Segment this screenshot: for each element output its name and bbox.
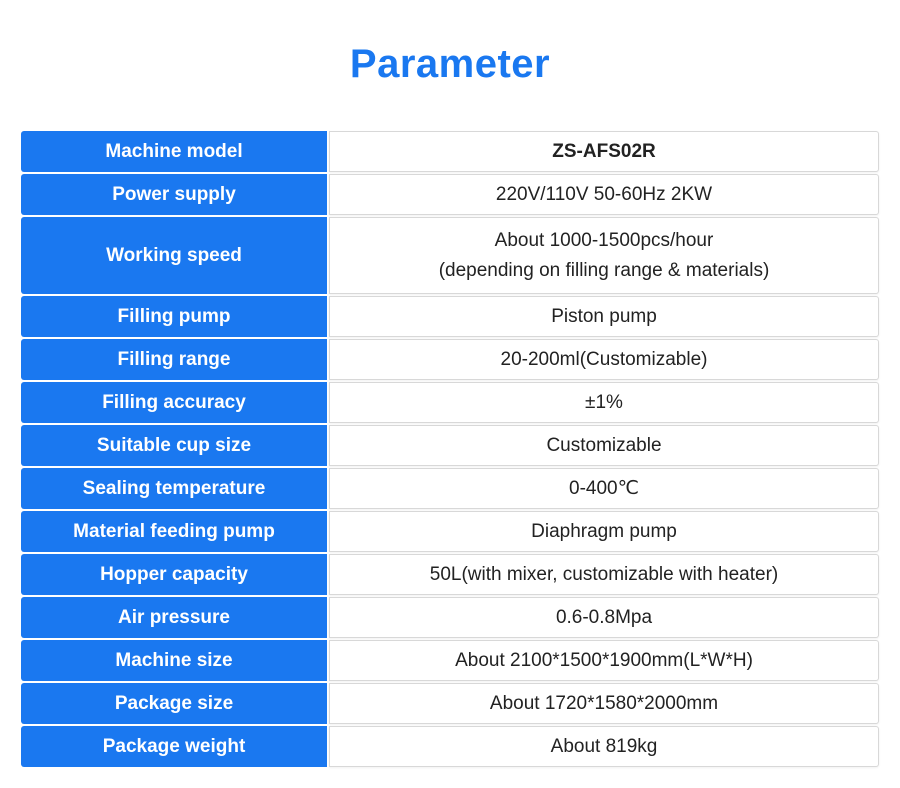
row-value: 220V/110V 50-60Hz 2KW (329, 174, 879, 215)
row-value: About 819kg (329, 726, 879, 767)
row-label: Air pressure (21, 597, 327, 638)
table-row-machine-size (21, 640, 879, 681)
row-value-line-1: About 1000-1500pcs/hour (494, 230, 714, 252)
row-value: About 2100*1500*1900mm(L*W*H) (329, 640, 879, 681)
page-title: Parameter (349, 42, 551, 86)
table-row-working-speed (21, 217, 879, 294)
table-row-suitable-cup-size (21, 425, 879, 466)
row-label: Package weight (21, 726, 327, 767)
table-row-sealing-temperature (21, 468, 879, 509)
table-row-package-size (21, 683, 879, 724)
table-row-machine-model (21, 131, 879, 172)
row-label: Working speed (21, 217, 327, 294)
row-value-line-2: (depending on filling range & materials) (438, 259, 770, 281)
row-value: ±1% (329, 382, 879, 423)
row-value: Diaphragm pump (329, 511, 879, 552)
row-value: 0-400℃ (329, 468, 879, 509)
row-label: Machine model (21, 131, 327, 172)
row-label: Power supply (21, 174, 327, 215)
table-row-package-weight (21, 726, 879, 767)
row-label: Filling accuracy (21, 382, 327, 423)
table-row-filling-pump (21, 296, 879, 337)
parameter-table (21, 131, 879, 769)
row-label: Suitable cup size (21, 425, 327, 466)
row-label: Filling range (21, 339, 327, 380)
table-row-air-pressure (21, 597, 879, 638)
row-label: Sealing temperature (21, 468, 327, 509)
row-value: 50L(with mixer, customizable with heater) (329, 554, 879, 595)
row-value (329, 217, 879, 294)
table-row-material-feeding-pump (21, 511, 879, 552)
table-row-hopper-capacity (21, 554, 879, 595)
row-value: 20-200ml(Customizable) (329, 339, 879, 380)
row-value: Customizable (329, 425, 879, 466)
row-label: Package size (21, 683, 327, 724)
row-label: Hopper capacity (21, 554, 327, 595)
row-value: 0.6-0.8Mpa (329, 597, 879, 638)
row-label: Filling pump (21, 296, 327, 337)
row-value: ZS-AFS02R (329, 131, 879, 172)
table-row-filling-range (21, 339, 879, 380)
table-row-power-supply (21, 174, 879, 215)
row-value: About 1720*1580*2000mm (329, 683, 879, 724)
row-value: Piston pump (329, 296, 879, 337)
row-label: Machine size (21, 640, 327, 681)
table-row-filling-accuracy (21, 382, 879, 423)
row-label: Material feeding pump (21, 511, 327, 552)
